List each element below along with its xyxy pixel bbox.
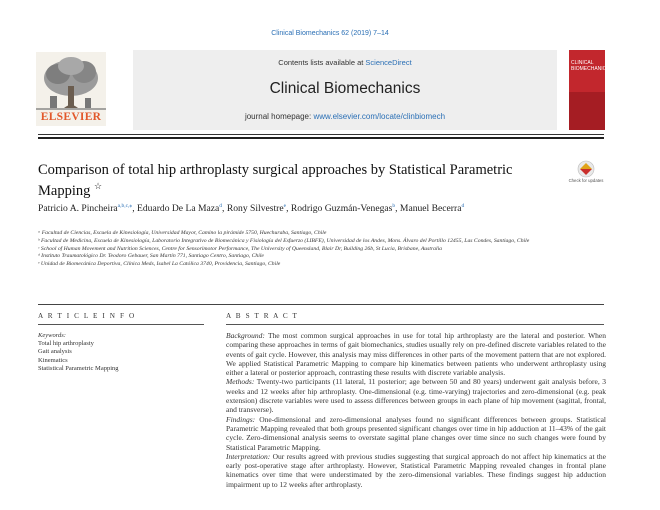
keyword-item: Statistical Parametric Mapping bbox=[38, 364, 119, 372]
affiliation-item: ᵈ Instituto Traumatológico Dr. Teodoro Gebauer, San Martín 771, Santiago Centro, Santiago, Chile bbox=[38, 253, 264, 260]
abstract-rule bbox=[226, 324, 604, 325]
abstract-section-text: Twenty-two participants (11 lateral, 11 posterior; age between 50 and 80 years) underwent gait analysis before, 3 weeks and 12 weeks after hip arthroplasty. One-dimensional (e.g. time-varying) trajectories and zero-dimensional (e.g. peak extension) discrete variables were used to assess differences between groups in each plane of hip movement (sagittal, frontal, and transverse). bbox=[226, 377, 606, 415]
abstract-section-background bbox=[226, 331, 606, 377]
affiliation-item: ᶜ School of Human Movement and Nutrition Sciences, Centre for Sensorimotor Performance, The University of Queensland, Blair Dr, Building 26b, St Lucia, Brisbane, Australia bbox=[38, 245, 443, 252]
journal-homepage bbox=[133, 112, 557, 121]
keyword-item: Gait analysis bbox=[38, 348, 72, 356]
affiliation-item: ᵇ Facultad de Medicina, Escuela de Kinesiología, Laboratorio Integrativo de Biomecánica y Fisiología del Esfuerzo (LIBFE), Universidad de los Andes, Mons. Álvaro del Portillo 12455, Las Condes, Santiago, Chile bbox=[38, 237, 530, 244]
author-name[interactable]: Rony Silvestre bbox=[226, 203, 284, 215]
author-name[interactable]: Rodrigo Guzmán-Venegas bbox=[290, 203, 393, 215]
homepage-link[interactable]: www.elsevier.com/locate/clinbiomech bbox=[313, 112, 446, 121]
affiliation-rule bbox=[38, 304, 604, 305]
author-list: Patricio A. Pincheira$^{a,b,c,⁎}$, Eduardo De La Maza$^d$, Rony Silvestre$^e$, Rodrigo Guzmán-Venegas$^b$, Manuel Becerra$^d$ bbox=[38, 203, 465, 215]
author-affiliation-marks[interactable]: b bbox=[392, 203, 396, 209]
keywords-block bbox=[38, 332, 208, 373]
abstract-heading: A B S T R A C T bbox=[226, 312, 299, 320]
affiliation-item: ᵃ Facultad de Ciencias, Escuela de Kinesiología, Universidad Mayor, Camino la pirámide 5750, Huechuraba, Santiago, Chile bbox=[38, 230, 327, 236]
article-title bbox=[38, 162, 548, 199]
article-title-text: Comparison of total hip arthroplasty surgical approaches by Statistical Parametric Mapping bbox=[38, 162, 513, 199]
abstract-body bbox=[226, 331, 606, 489]
journal-citation[interactable]: Clinical Biomechanics 62 (2019) 7–14 bbox=[271, 30, 389, 37]
abstract-section-label: Interpretation: bbox=[226, 451, 271, 461]
abstract-section-text: The most common surgical approaches in use for total hip arthroplasty are the lateral and posterior. When comparing these approaches in terms of gait biomechanics, studies usually rely on pre-defined discrete variables related to the events of gait cycle. However, this analysis may miss differences in other parts of the movement pattern that are not explored. We applied Statistical Parametric Mapping to compare hip kinematics between patients who underwent arthroplasty using either a lateral or posterior approach, contrasting these results with discrete variable analysis. bbox=[226, 331, 606, 378]
abstract-section-methods bbox=[226, 377, 606, 414]
keyword-item: Kinematics bbox=[38, 356, 68, 364]
elsevier-wordmark: ELSEVIER bbox=[40, 111, 102, 123]
article-info-rule bbox=[38, 324, 204, 325]
abstract-section-label: Methods: bbox=[226, 377, 255, 387]
crossmark-icon[interactable] bbox=[568, 159, 604, 191]
journal-cover-title: CLINICAL BIOMECHANICS bbox=[571, 60, 610, 72]
abstract-section-label: Findings: bbox=[226, 414, 256, 424]
abstract-section-label: Background: bbox=[226, 331, 265, 340]
author-name[interactable]: Patricio A. Pincheira bbox=[38, 203, 118, 215]
author-affiliation-marks[interactable]: e bbox=[283, 203, 287, 209]
contents-prefix: Contents lists available at bbox=[278, 58, 364, 67]
author-name[interactable]: Eduardo De La Maza bbox=[136, 203, 220, 215]
author-affiliation-marks[interactable]: d bbox=[219, 203, 223, 209]
keywords-label: Keywords: bbox=[38, 332, 66, 339]
article-info-heading: A R T I C L E I N F O bbox=[38, 312, 136, 320]
keyword-item: Total hip arthroplasty bbox=[38, 340, 94, 348]
homepage-prefix: journal homepage: bbox=[244, 112, 312, 121]
affiliation-list bbox=[38, 230, 606, 269]
contents-line bbox=[133, 58, 557, 67]
header-rule bbox=[38, 134, 604, 135]
journal-cover-stripe bbox=[569, 92, 605, 130]
author-affiliation-marks[interactable]: a,b,c,⁎ bbox=[117, 203, 133, 209]
crossmark-label[interactable]: Check for updates bbox=[568, 178, 604, 183]
abstract-section-text: Our results agreed with previous studies suggesting that surgical approach do not affect hip kinematics at the early post-operative stage after arthroplasty. However, Statistical Parametric Mapping revealed changes in frontal plane kinematics over time that were understimated by the zero-dimensional variables. These findings suggest hip adduction impairment up to 12 weeks after arthroplasty. bbox=[226, 451, 607, 489]
abstract-section-interpretation bbox=[226, 452, 606, 489]
journal-title: Clinical Biomechanics bbox=[269, 80, 421, 97]
author-name[interactable]: Manuel Becerra bbox=[399, 203, 462, 215]
header-rule-thick bbox=[38, 137, 604, 139]
sciencedirect-link[interactable]: ScienceDirect bbox=[365, 58, 412, 67]
affiliation-item: ᵉ Unidad de Biomecánica Deportiva, Clínica Meds, Isabel La Católica 3740, Providencia, Santiago, Chile bbox=[38, 261, 281, 268]
title-footnote-mark[interactable]: ☆ bbox=[93, 181, 103, 191]
abstract-section-findings bbox=[226, 415, 606, 452]
abstract-section-text: One-dimensional and zero-dimensional analyses found no significant differences between groups. Statistical Parametric Mapping revealed that both groups presented significant changes over time in hip adduction at 11–43% of the gait cycle. Zero-dimensional analysis seems to overstate sagittal plane changes over time since no such changes were found by Statistical Parametric Mapping. bbox=[226, 414, 606, 452]
author-affiliation-marks[interactable]: d bbox=[461, 203, 465, 209]
